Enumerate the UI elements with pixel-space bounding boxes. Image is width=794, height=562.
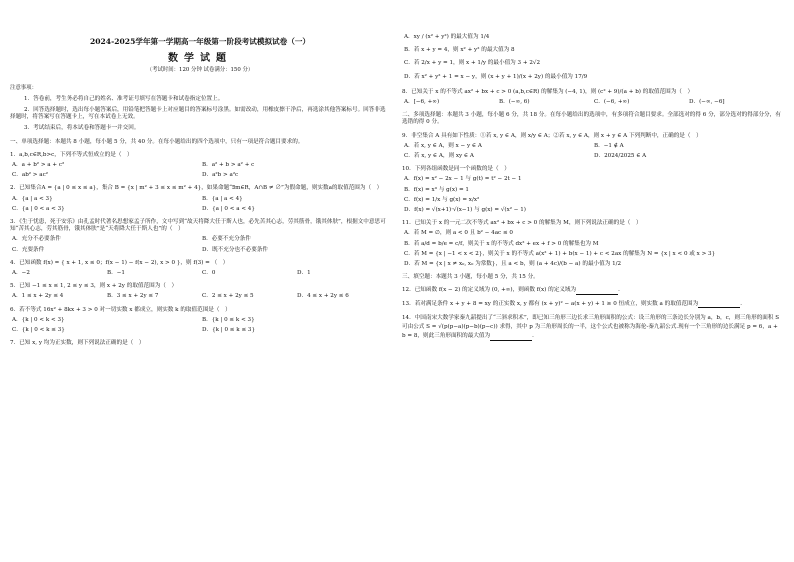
section1-header: 一、单项选择题：本题共 8 小题，每小题 5 分，共 40 分。在每小题给出的四个选项中，只有一项是符合题目要求的。 (10, 138, 304, 145)
fill-question-14: 14．中国南宋大数学家秦九韶提出了“三斜求积术”，即已知三角形三边长求三角形面积的公式：设三角形的三条边长分别为 a，b，c，则三角形的面积 S 可由公式 S = √(p(p−a)(p−b)(p−c)) 求得，其中 p 为三角形周长的一半，这个公式也被称为海伦-秦九韶公式.现有一个三角形的边长满足 p = 6，a + b = 8，则此三角形面积的最大值为 ． (402, 314, 780, 339)
question-option: A．−2 (12, 270, 30, 277)
question-stem: 8．已知关于 x 的不等式 ax² + bx + c > 0 (a,b,c∈R) 的解集为 (−4, 1)，则 (c² + 9)/(a + b) 的取值范围为（ ） (402, 88, 694, 95)
right-question-list (402, 133, 782, 269)
question-stem: 10．下列各组函数是同一个函数的是（ ） (402, 166, 510, 173)
question-option: C．{k | 0 < k ≤ 3} (12, 327, 65, 334)
question-option: D．4 ≤ x + 2y ≤ 6 (297, 293, 349, 300)
question (10, 307, 390, 335)
question-options-row (402, 143, 782, 150)
question-option: C．充要条件 (12, 246, 45, 253)
question-stem: 5．已知 −1 ≤ x ≤ 1, 2 ≤ y ≤ 3，则 x + 2y 的取值范围为（ ） (10, 283, 178, 290)
question-option: C．若 x, y ∈ A，则 xy ∈ A (404, 153, 474, 160)
question-option: B．(−∞, 6) (499, 99, 530, 106)
notes-title: 注意事项： (10, 84, 37, 91)
question-option: D．f(x) = √(x+1)·√(x−1) 与 g(x) = √(x² − 1) (404, 207, 526, 214)
question-options (402, 99, 782, 106)
question-option: C．f(x) = 1/x 与 g(x) = x/x² (404, 196, 480, 203)
question-stem: 7．已知 x, y 均为正实数，则下列说法正确的是（ ） (10, 340, 145, 347)
question-options-row (10, 162, 390, 169)
question-options-row (10, 172, 390, 179)
answer-blank[interactable] (698, 302, 740, 308)
question-option: C．0 (202, 270, 216, 277)
question-option: A．1 ≤ x + 2y ≤ 4 (12, 293, 64, 300)
exam-title: 2024-2025学年第一学期高一年级第一阶段考试模拟试卷（一） (89, 37, 311, 46)
q7-options (402, 34, 782, 81)
question-options-row (10, 317, 390, 324)
question (10, 283, 390, 300)
question-option: B．a² + b > a² + c (202, 162, 255, 169)
left-question-list (10, 152, 390, 348)
question-option: A．充分不必要条件 (12, 236, 61, 243)
note-item: 2．回答选择题时，选出每小题答案后，用铅笔把答题卡上对应题目的答案标号涂黑。如需改动，用橡皮擦干净后，再选涂其他答案标号。回答非选择题时，将答案写在答题卡上，写在本试卷上无效。 (10, 107, 386, 121)
question-options-row (10, 293, 390, 300)
answer-blank[interactable] (576, 289, 618, 295)
fill-question-13: 13．若对满足条件 x + y + 8 = xy 的正实数 x, y 都有 (x + y)² − a(x + y) + 1 ≥ 0 恒成立，则实数 a 的取值范围为 ． (402, 300, 746, 307)
question-option: B．{k | 0 ≤ k < 3} (202, 316, 255, 323)
question-option: B．必要不充分条件 (202, 236, 251, 243)
fill-question-text: 13．若对满足条件 x + y + 8 = xy 的正实数 x, y 都有 (x + y)² − a(x + y) + 1 ≥ 0 恒成立，则实数 a 的取值范围为 (402, 300, 699, 307)
question-stem: 11．已知关于 x 的一元二次不等式 ax² + bx + c > 0 的解集为 M，则下列说法正确的是（ ） (402, 220, 642, 227)
question-option: B．{a | a < 4} (202, 195, 243, 202)
question-option: B．f(x) = x⁰ 与 g(x) = 1 (404, 186, 469, 193)
question-stem: 4．已知函数 f(x) = { x + 1, x ≤ 0；f(x − 1) − f(x − 2), x > 0 }，则 f(3) = （ ） (10, 259, 229, 266)
question-option: C．ab² > ac² (12, 172, 48, 179)
question-option: A．{k | 0 < k < 3} (12, 316, 65, 323)
question-option: D．2024/2025 ∈ A (594, 153, 647, 160)
question-option: C．{a | 0 < a < 3} (12, 205, 65, 212)
question-stem: 2．已知集合A = {a | 0 ≤ x ≤ a}，集合 B = {x | m² + 3 ≤ x ≤ m² + 4}，如果命题“∃m∈R，A∩B ≠ ∅”为假命题，则实数a的取值范围为（ ） (10, 185, 383, 192)
question-option: D．(−∞, −6] (689, 99, 725, 106)
question-options-row (10, 270, 390, 277)
question-8 (402, 89, 782, 106)
question (402, 220, 782, 268)
question-option: D．{a | 0 < a < 4} (202, 205, 255, 212)
question-option: B．3 ≤ x + 2y ≤ 7 (107, 293, 159, 300)
question-option: B．−1 ∉ A (594, 142, 624, 149)
question-option: A．[−6, +∞) (404, 99, 440, 106)
question-options-row (10, 247, 390, 254)
question-option: D．a²b > a²c (202, 172, 239, 179)
right-column (402, 0, 782, 562)
question (10, 340, 390, 347)
question-stem: 6．若不等式 16x² + 8kx + 3 > 0 对一切实数 x 都成立，则实数 k 的取值范围是（ ） (10, 306, 231, 313)
question-option: D．1 (297, 270, 311, 277)
question-option: A．a + b² > a + c² (12, 162, 65, 169)
question-option: A．若 x, y ∈ A，则 x − y ∈ A (404, 142, 482, 149)
section2-header: 二、多项选择题：本题共 3 小题，每小题 6 分，共 18 分。在每小题给出的选项中，有多项符合题目要求。全部选对的得 6 分，部分选对的得部分分，有选错的得 0 分。 (402, 112, 781, 126)
answer-blank[interactable] (490, 335, 532, 341)
question-option: C．(−6, +∞) (594, 99, 630, 106)
question-options-row (10, 196, 390, 203)
question-options-row (10, 206, 390, 213)
question-options-row (10, 327, 390, 334)
q7-option: B．若 x + y = 4，则 x² + y² 的最大值为 8 (404, 47, 515, 54)
q7-option: C．若 2/x + y = 1，则 x + 1/y 的最小值为 3 + 2√2 (404, 60, 541, 67)
fill-question-text: 14．中国南宋大数学家秦九韶提出了“三斜求积术”，即已知三角形三边长求三角形面积的公式：设三角形的三条边长分别为 a，b，c，则三角形的面积 S 可由公式 S = √(p(p−a)(p−b)(p−c)) 求得，其中 p 为三角形周长的一半，这个公式也被称为海伦-秦九韶公式.现有一个三角形的边长满足 p = 6，a + b = 8，则此三角形面积的最大值为 (402, 314, 780, 339)
section3-header: 三、填空题：本题共 3 小题，每小题 5 分，共 15 分。 (402, 274, 539, 281)
question (10, 185, 390, 213)
question-option: C．若 M = {x | −1 < x < 2}，则关于 x 的不等式 a(x² + 1) + b(x − 1) + c < 2ax 的解集为 N = {x | x < 0 或 x > 3} (404, 250, 716, 257)
question-option: D．{k | 0 ≤ k ≤ 3} (202, 327, 256, 334)
question-stem: 9．非空集合 A 具有如下性质：①若 x, y ∈ A，则 x/y ∈ A；②若 x, y ∈ A，则 x + y ∈ A 下列判断中，正确的是（ ） (402, 132, 702, 139)
question-option: A．f(x) = x² − 2x − 1 与 g(t) = t² − 2t − 1 (404, 176, 522, 183)
question-option: C．2 ≤ x + 2y ≤ 5 (202, 293, 254, 300)
exam-subject: 数学试题 (168, 53, 232, 65)
left-column (10, 0, 390, 562)
fill-question-text: 12．已知函数 f(x − 2) 的定义域为 (0, +∞)，则函数 f(x) 的定义域为 (402, 287, 577, 294)
exam-meta: （考试时间：120 分钟 试卷满分：150 分） (146, 67, 254, 74)
fill-question-12: 12．已知函数 f(x − 2) 的定义域为 (0, +∞)，则函数 f(x) 的定义域为 ． (402, 287, 624, 294)
question (402, 166, 782, 214)
question (402, 133, 782, 161)
note-item: 1．答卷前，考生务必将自己的姓名、准考证号填写在答题卡和试卷指定位置上。 (24, 95, 224, 102)
question-option: D．若 M = {x | x ≠ x₀, x₀ 为常数}，且 a < b，则 (a + 4c)/(b − a) 的最小值为 1/2 (404, 261, 622, 268)
question-option: A．{a | a < 3} (12, 195, 53, 202)
note-item: 3．考试结束后，将本试卷和答题卡一并交回。 (24, 125, 140, 132)
question-option: B．−1 (107, 270, 125, 277)
question-option: D．既不充分也不必要条件 (202, 246, 269, 253)
question-options-row (402, 153, 782, 160)
q7-option: D．若 x² + y² + 1 = x − y，则 (x + y + 1)/(x + 2y) 的最小值为 17/9 (404, 73, 588, 80)
question-option: B．若 a/d = b/e = c/f，则关于 x 的不等式 dx² + ex + f > 0 的解集也为 M (404, 240, 599, 247)
question-option: A．若 M = ∅，则 a < 0 且 b² − 4ac ≤ 0 (404, 230, 513, 237)
question (10, 260, 390, 277)
question (10, 219, 390, 254)
question-options-row (10, 236, 390, 243)
question-stem: 3．《生于忧患，死于安乐》由孔孟时代著名思想家孟子所作，文中写到“故天将降大任于斯人也，必先苦其心志，劳其筋骨，饿其体肤”，根据文中意思可知“苦其心志，劳其筋骨，饿其体肤”是“天将降大任于斯人也”的（ ） (10, 219, 386, 233)
q7-option: A．xy / (x² + y²) 的最大值为 1/4 (404, 34, 490, 40)
question (10, 152, 390, 180)
question-stem: 1．a,b,c∈R,b>c，下列不等式恒成立的是（ ） (10, 151, 133, 158)
